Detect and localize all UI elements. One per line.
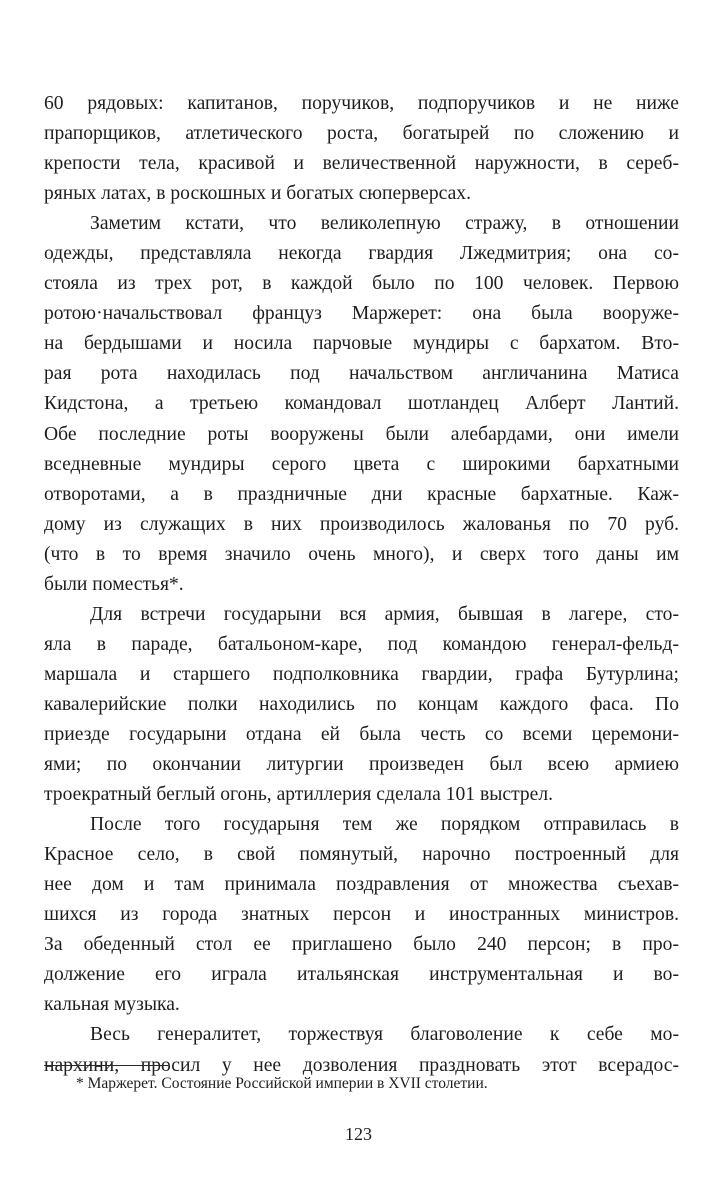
text-line: Кидстона, а третьею командовал шотландец Алберт Лантий. [44, 393, 679, 415]
page-number: 123 [345, 1124, 372, 1144]
footnote: * Маржерет. Состояние Российской империи в XVII столетии. [76, 1075, 488, 1092]
text-line: ротою·начальствовал француз Маржерет: она была вооруже- [44, 303, 679, 325]
text-line: должение его играла итальянская инструментальная и во- [44, 964, 679, 986]
text-line: крепости тела, красивой и величественной наружности, в сереб- [44, 153, 679, 175]
text-line: были поместья*. [44, 573, 184, 595]
text-line: нархини, просил у нее дозволения праздновать этот всерадос- [44, 1054, 679, 1076]
text-line: ями; по окончании литургии произведен был всею армиею [44, 754, 679, 776]
text-line: прапорщиков, атлетического роста, богатырей по сложению и [44, 123, 679, 145]
text-line: За обеденный стол ее приглашено было 240 персон; в про- [44, 934, 679, 956]
paragraph-start-line: Для встречи государыни вся армия, бывшая в лагере, сто- [90, 603, 679, 625]
paragraph-start-line: Весь генералитет, торжествуя благоволение к себе мо- [90, 1024, 679, 1046]
text-line: отворотами, а в праздничные дни красные бархатные. Каж- [44, 483, 679, 505]
text-line: нее дом и там принимала поздравления от множества съехав- [44, 874, 679, 896]
text-line: Красное село, в свой помянутый, нарочно построенный для [44, 844, 679, 866]
text-line: одежды, представляла некогда гвардия Лжедмитрия; она со- [44, 243, 679, 265]
text-line: дому из служащих в них производилось жалованья по 70 руб. [44, 513, 679, 535]
text-line: стояла из трех рот, в каждой было по 100 человек. Первою [44, 273, 679, 295]
text-line: кавалерийские полки находились по концам каждого фаса. По [44, 693, 679, 715]
main-text [44, 89, 679, 1081]
text-line: кальная музыка. [44, 994, 180, 1016]
text-line: Обе последние роты вооружены были алебардами, они имели [44, 423, 679, 445]
text-line: ряных латах, в роскошных и богатых сюперверсах. [44, 183, 471, 205]
text-line: шихся из города знатных персон и иностранных министров. [44, 904, 679, 926]
text-line: приезде государыни отдана ей была честь со всеми церемони- [44, 723, 679, 745]
text-line: вседневные мундиры серого цвета с широкими бархатными [44, 453, 679, 475]
paragraph-start-line: Заметим кстати, что великолепную стражу, в отношении [90, 213, 679, 235]
paragraph-start-line: После того государыня тем же порядком отправилась в [90, 814, 679, 836]
text-line: троекратный беглый огонь, артиллерия сделала 101 выстрел. [44, 784, 554, 806]
footnote-divider [44, 1065, 168, 1066]
text-line: на бердышами и носила парчовые мундиры с бархатом. Вто- [44, 333, 679, 355]
text-line: 60 рядовых: капитанов, поручиков, подпоручиков и не ниже [44, 93, 679, 114]
text-line: (что в то время значило очень много), и сверх того даны им [44, 543, 679, 565]
text-line: яла в параде, батальоном-каре, под командою генерал-фельд- [44, 633, 679, 655]
text-line: маршала и старшего подполковника гвардии, графа Бутурлина; [44, 663, 679, 685]
text-line: рая рота находилась под начальством англичанина Матиса [44, 363, 679, 385]
